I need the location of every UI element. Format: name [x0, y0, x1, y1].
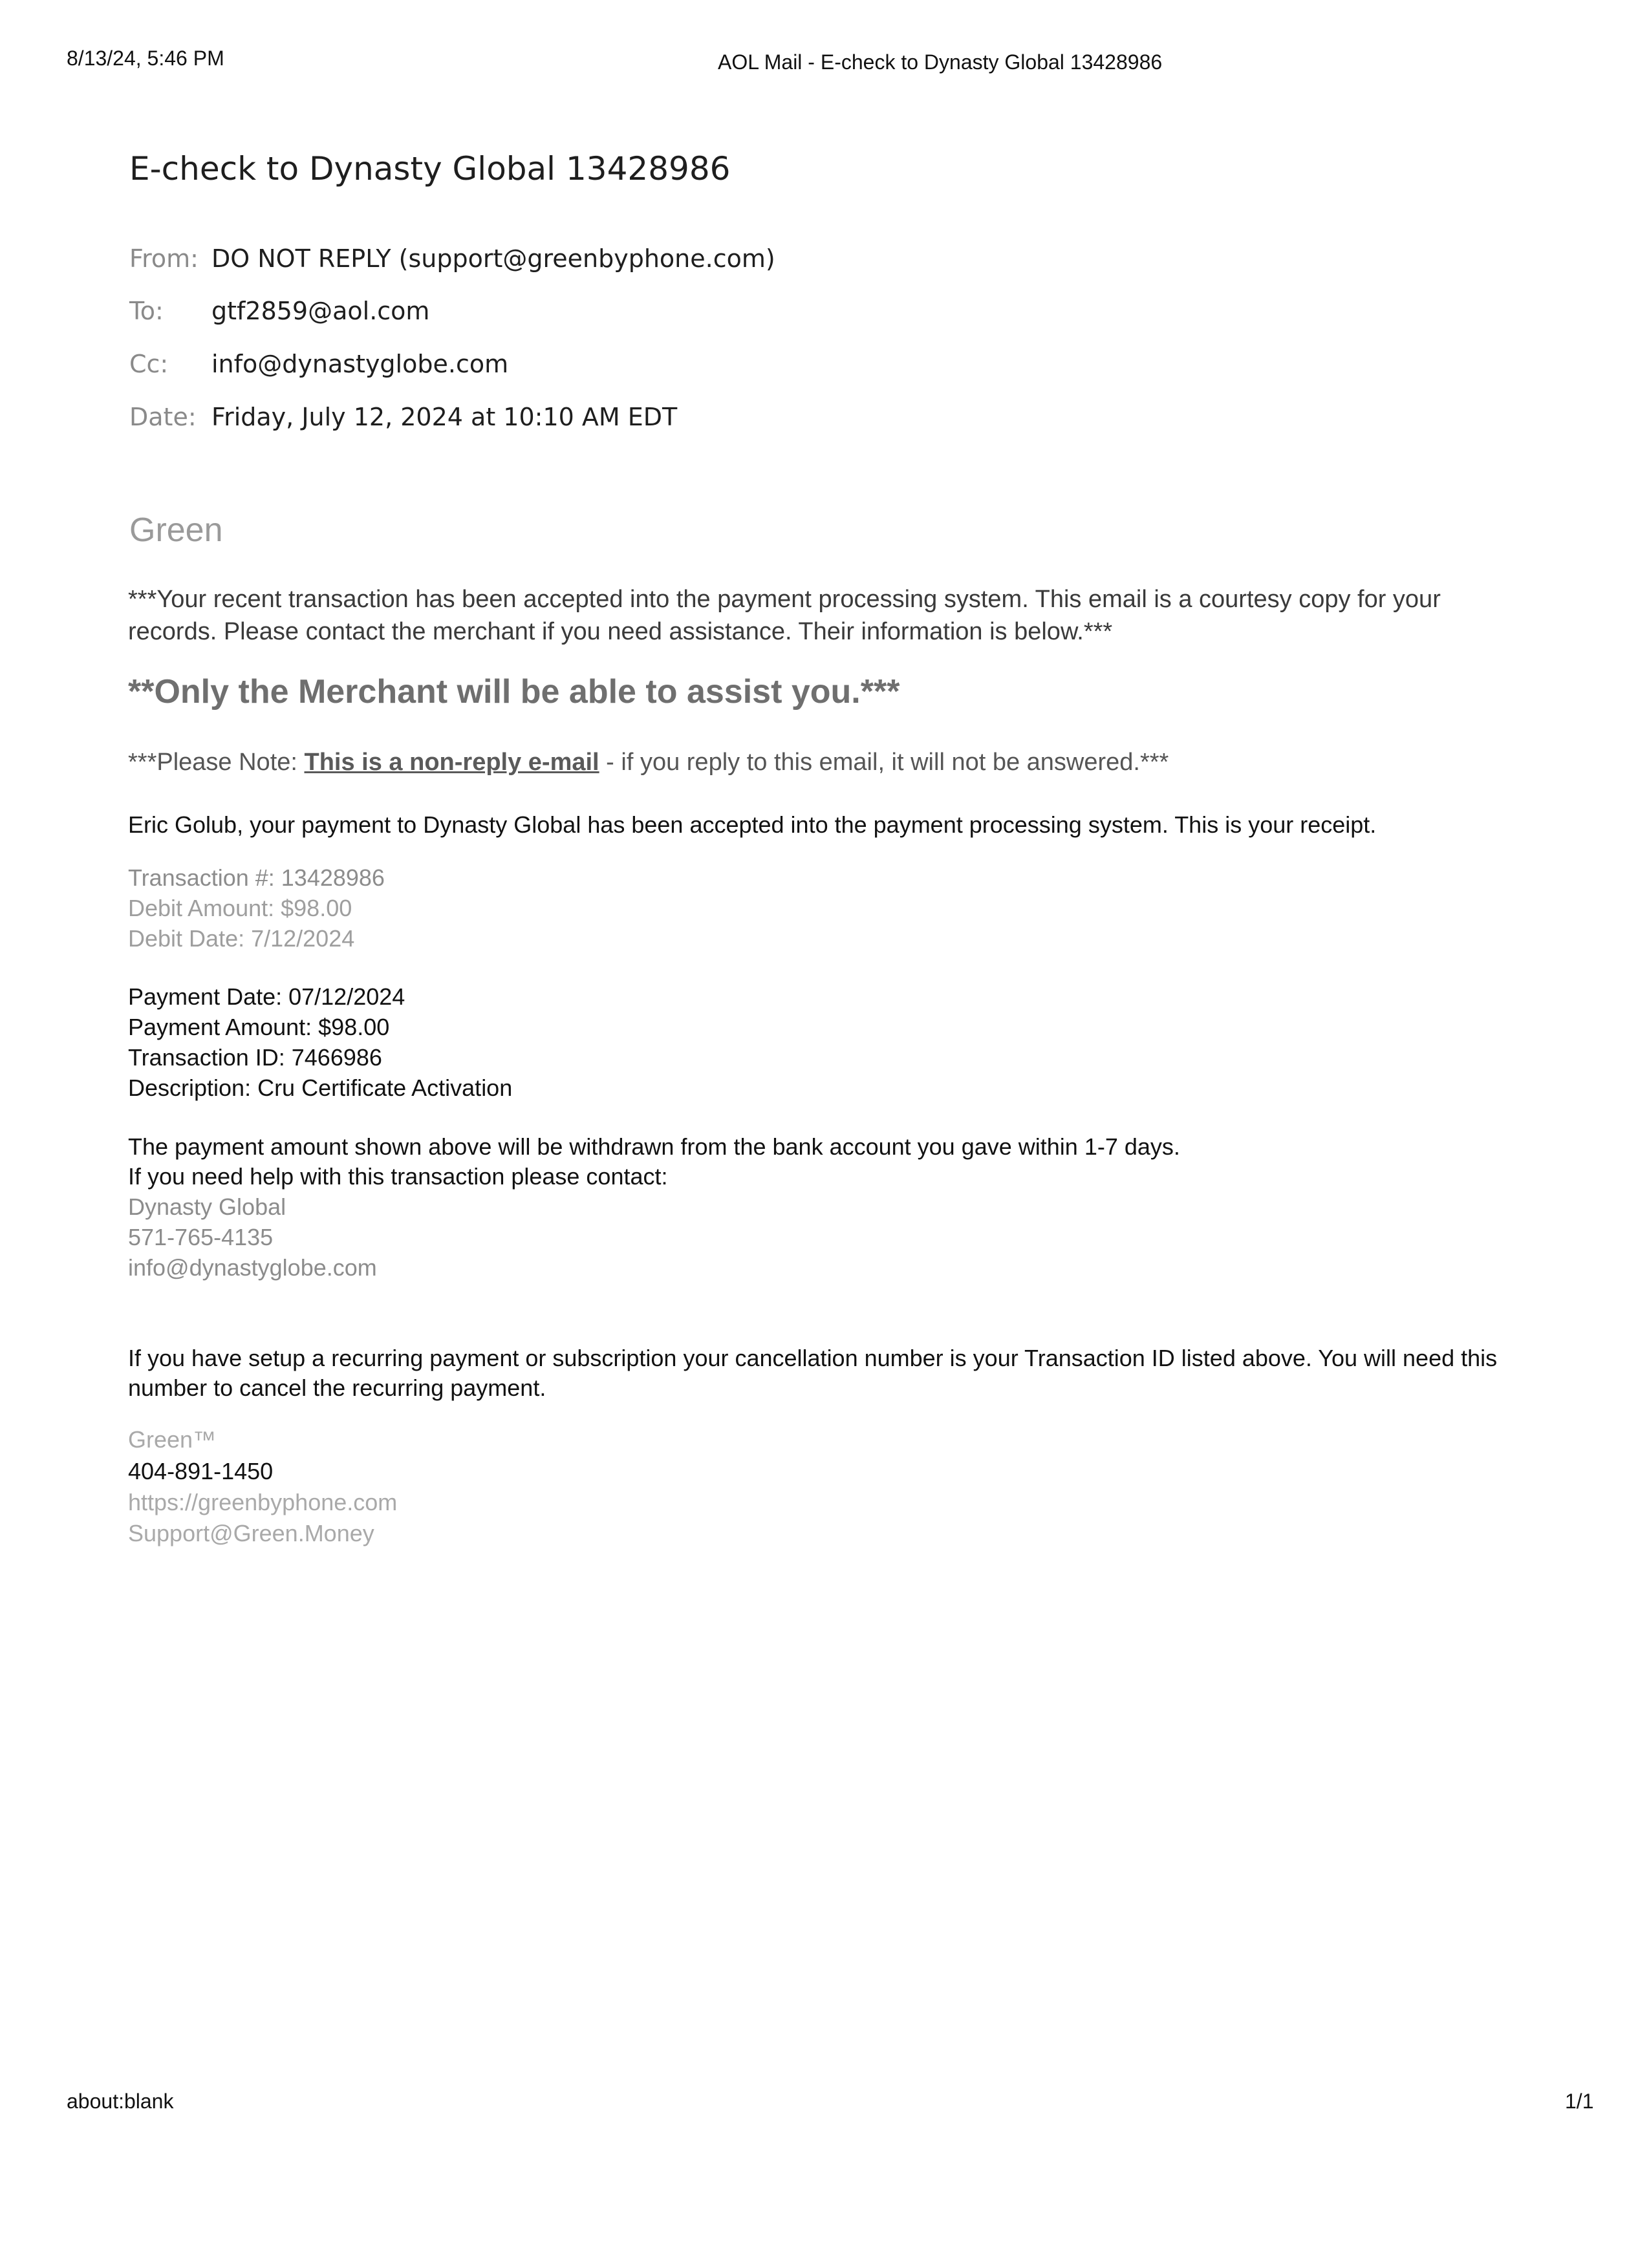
- from-value[interactable]: DO NOT REPLY (support@greenbyphone.com): [211, 244, 775, 273]
- brand-heading: Green: [129, 511, 223, 549]
- from-label: From:: [129, 244, 199, 273]
- payment-amount: Payment Amount: $98.00: [128, 1014, 390, 1040]
- date-value: Friday, July 12, 2024 at 10:10 AM EDT: [211, 403, 678, 431]
- merchant-name: Dynasty Global: [128, 1193, 286, 1220]
- payment-date: Payment Date: 07/12/2024: [128, 983, 405, 1010]
- cc-value[interactable]: info@dynastyglobe.com: [211, 350, 509, 378]
- note-suffix: - if you reply to this email, it will not be answered.***: [599, 749, 1169, 776]
- signature-brand: Green™: [128, 1426, 217, 1453]
- to-value[interactable]: gtf2859@aol.com: [211, 297, 430, 325]
- debit-amount: Debit Amount: $98.00: [128, 895, 352, 921]
- debit-date: Debit Date: 7/12/2024: [128, 925, 355, 952]
- recurring-notice: If you have setup a recurring payment or subscription your cancellation number is your Transaction ID listed above. You will need this number to cancel the recurring payment.: [128, 1345, 1498, 1401]
- withdrawal-notice: The payment amount shown above will be withdrawn from the bank account you gave within 1-7 days.: [128, 1133, 1180, 1160]
- non-reply-link[interactable]: This is a non-reply e-mail: [304, 749, 599, 776]
- to-label: To:: [129, 297, 164, 325]
- signature-email[interactable]: Support@Green.Money: [128, 1520, 374, 1546]
- help-line: If you need help with this transaction please contact:: [128, 1163, 668, 1190]
- merchant-phone: 571-765-4135: [128, 1224, 274, 1250]
- date-label: Date:: [129, 403, 197, 431]
- note-prefix: ***Please Note:: [128, 749, 305, 776]
- cc-label: Cc:: [129, 350, 169, 378]
- non-reply-note: [128, 749, 1169, 776]
- signature-phone: 404-891-1450: [128, 1458, 274, 1484]
- intro-paragraph: ***Your recent transaction has been accepted into the payment processing system. This email is a courtesy copy for your records. Please contact the merchant if you need assistance. Their information is below.***: [128, 586, 1441, 645]
- email-subject: E-check to Dynasty Global 13428986: [129, 150, 731, 187]
- transaction-number: Transaction #: 13428986: [128, 864, 385, 891]
- description: Description: Cru Certificate Activation: [128, 1075, 513, 1101]
- print-footer-url: about:blank: [67, 2090, 174, 2113]
- merchant-email[interactable]: info@dynastyglobe.com: [128, 1254, 377, 1281]
- print-datetime: 8/13/24, 5:46 PM: [67, 47, 224, 70]
- print-footer-page: 1/1: [1565, 2090, 1594, 2113]
- merchant-only-notice: **Only the Merchant will be able to assist you.***: [128, 673, 900, 711]
- transaction-id: Transaction ID: 7466986: [128, 1044, 382, 1071]
- signature-url[interactable]: https://greenbyphone.com: [128, 1489, 398, 1515]
- receipt-line: Eric Golub, your payment to Dynasty Global has been accepted into the payment processing system. This is your receipt.: [128, 811, 1377, 838]
- print-window-title: AOL Mail - E-check to Dynasty Global 13428986: [718, 50, 1163, 74]
